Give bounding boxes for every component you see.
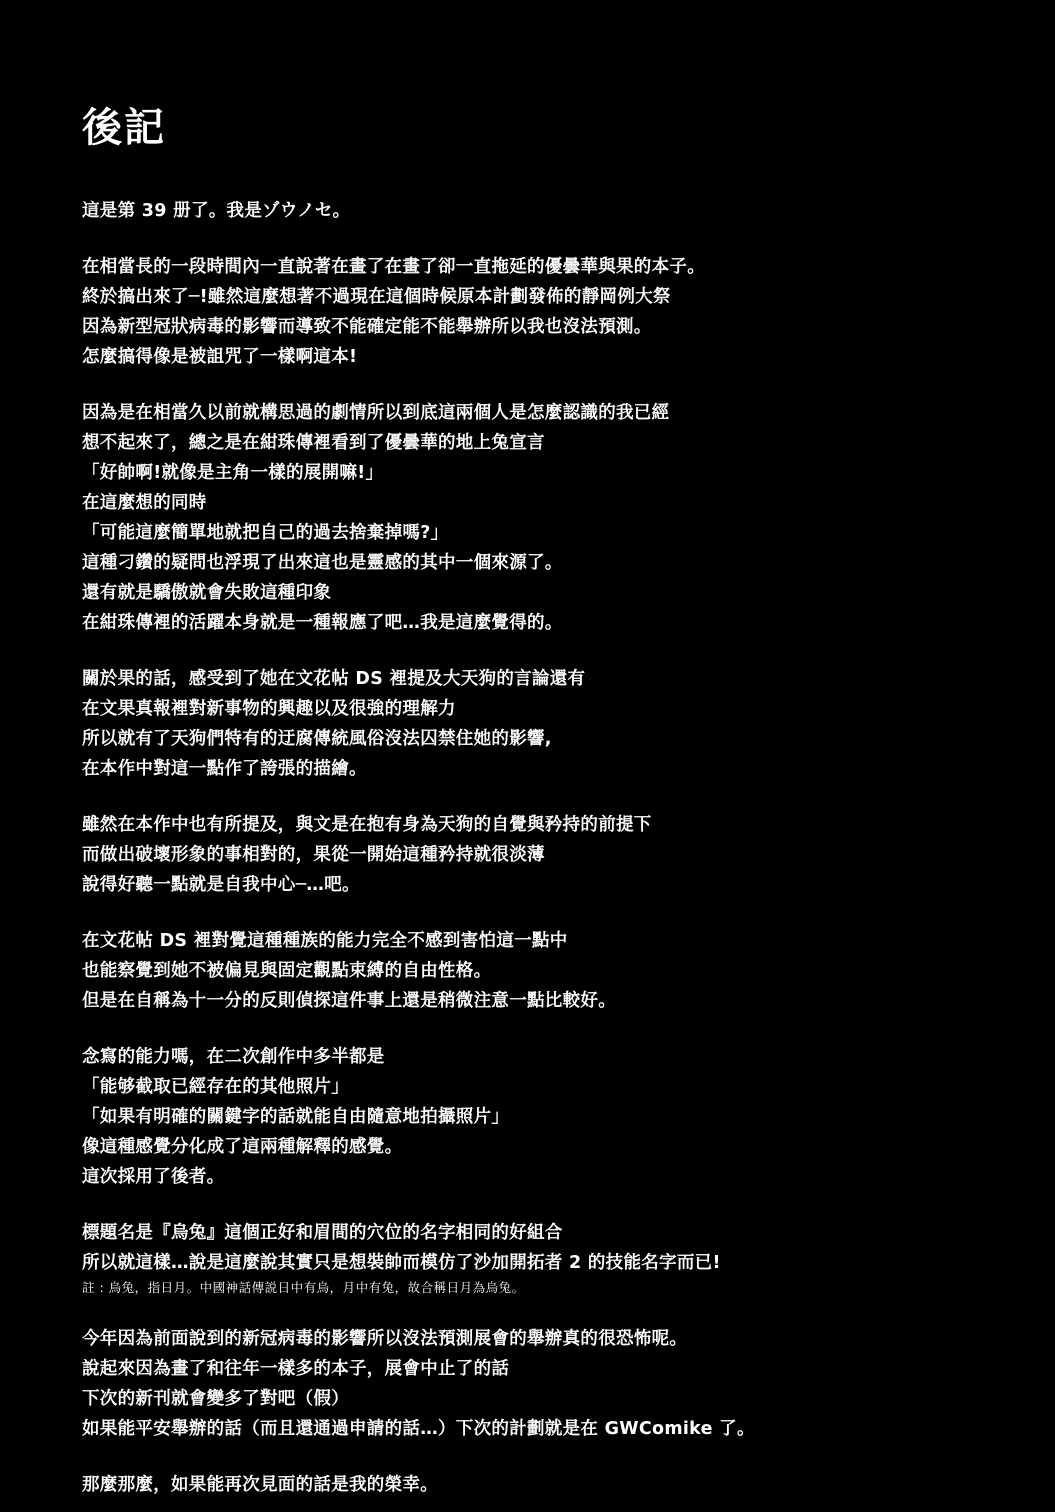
- text-line: 怎麼搞得像是被詛咒了一樣啊這本!: [82, 347, 358, 367]
- afterword-content: [82, 104, 992, 1500]
- text-line: 所以就這樣…說是這麼說其實只是想裝帥而模仿了沙加開拓者 2 的技能名字而已!: [82, 1253, 721, 1273]
- text-line: 「可能這麼簡單地就把自己的過去捨棄掉嗎?」: [82, 523, 449, 543]
- paragraph-block-4: [82, 810, 992, 900]
- text-line: 像這種感覺分化成了這兩種解釋的感覺。: [82, 1137, 403, 1157]
- text-line: 那麼那麼，如果能再次見面的話是我的榮幸。: [82, 1475, 438, 1495]
- paragraph-block-6: [82, 1042, 992, 1192]
- text-line: 這種刁鑽的疑問也浮現了出來這也是靈感的其中一個來源了。: [82, 553, 563, 573]
- text-line: 而做出破壞形象的事相對的，果從一開始這種矜持就很淡薄: [82, 845, 545, 865]
- text-line: 終於搞出來了─!雖然這麼想著不過現在這個時候原本計劃發佈的靜岡例大祭: [82, 287, 671, 307]
- text-line: 因為是在相當久以前就構思過的劇情所以到底這兩個人是怎麼認識的我已經: [82, 403, 670, 423]
- text-line: 在相當長的一段時間內一直說著在畫了在畫了卻一直拖延的優曇華與果的本子。: [82, 257, 705, 277]
- text-line: 「能够截取已經存在的其他照片」: [82, 1077, 349, 1097]
- text-line: 「如果有明確的關鍵字的話就能自由隨意地拍攝照片」: [82, 1107, 510, 1127]
- paragraph-block-2: [82, 398, 992, 638]
- text-line: 念寫的能力嗎，在二次創作中多半都是: [82, 1047, 385, 1067]
- text-line: 在文果真報裡對新事物的興趣以及很強的理解力: [82, 699, 456, 719]
- paragraph-block-5: [82, 926, 992, 1016]
- text-line: 這是第 39 册了。我是ゾウノセ。: [82, 201, 351, 221]
- text-line: 今年因為前面說到的新冠病毒的影響所以沒法預測展會的舉辦真的很恐怖呢。: [82, 1329, 688, 1349]
- text-line: 如果能平安舉辦的話（而且還通過申請的話…）下次的計劃就是在 GWComike 了。: [82, 1419, 755, 1439]
- text-line: 也能察覺到她不被偏見與固定觀點束縛的自由性格。: [82, 961, 492, 981]
- text-line: 這次採用了後者。: [82, 1167, 225, 1187]
- page-title: 後記: [82, 105, 166, 151]
- text-line: 但是在自稱為十一分的反則偵探這件事上還是稍微注意一點比較好。: [82, 991, 616, 1011]
- text-line: 說起來因為畫了和往年一樣多的本子，展會中止了的話: [82, 1359, 510, 1379]
- text-line: 在這麼想的同時: [82, 493, 207, 513]
- text-line: 關於果的話，感受到了她在文花帖 DS 裡提及大天狗的言論還有: [82, 669, 586, 689]
- paragraph-block-9: [82, 1470, 992, 1500]
- text-line: 「好帥啊!就像是主角一樣的展開嘛!」: [82, 463, 384, 483]
- text-line: 下次的新刊就會變多了對吧（假）: [82, 1389, 349, 1409]
- paragraph-block-3: [82, 664, 992, 784]
- paragraph-intro: [82, 196, 992, 226]
- paragraph-block-7: [82, 1218, 992, 1298]
- footnote: 註 : 烏兔，指日月。中國神話傳説日中有烏，月中有兔，故合稱日月為烏兔。: [82, 1280, 525, 1295]
- text-line: 標題名是『烏兔』這個正好和眉間的穴位的名字相同的好組合: [82, 1223, 563, 1243]
- text-line: 所以就有了天狗們特有的迂腐傳統風俗沒法囚禁住她的影響,: [82, 729, 552, 749]
- paragraph-block-8: [82, 1324, 992, 1444]
- text-line: 雖然在本作中也有所提及，與文是在抱有身為天狗的自覺與矜持的前提下: [82, 815, 652, 835]
- text-line: 在文花帖 DS 裡對覺這種種族的能力完全不感到害怕這一點中: [82, 931, 568, 951]
- text-line: 在紺珠傳裡的活躍本身就是一種報應了吧…我是這麼覺得的。: [82, 613, 563, 633]
- text-line: 想不起來了，總之是在紺珠傳裡看到了優曇華的地上兔宣言: [82, 433, 545, 453]
- text-line: 還有就是驕傲就會失敗這種印象: [82, 583, 332, 603]
- text-line: 因為新型冠狀病毒的影響而導致不能確定能不能舉辦所以我也沒法預測。: [82, 317, 652, 337]
- text-line: 說得好聽一點就是自我中心─…吧。: [82, 875, 360, 895]
- text-line: 在本作中對這一點作了誇張的描繪。: [82, 759, 367, 779]
- paragraph-block-1: [82, 252, 992, 372]
